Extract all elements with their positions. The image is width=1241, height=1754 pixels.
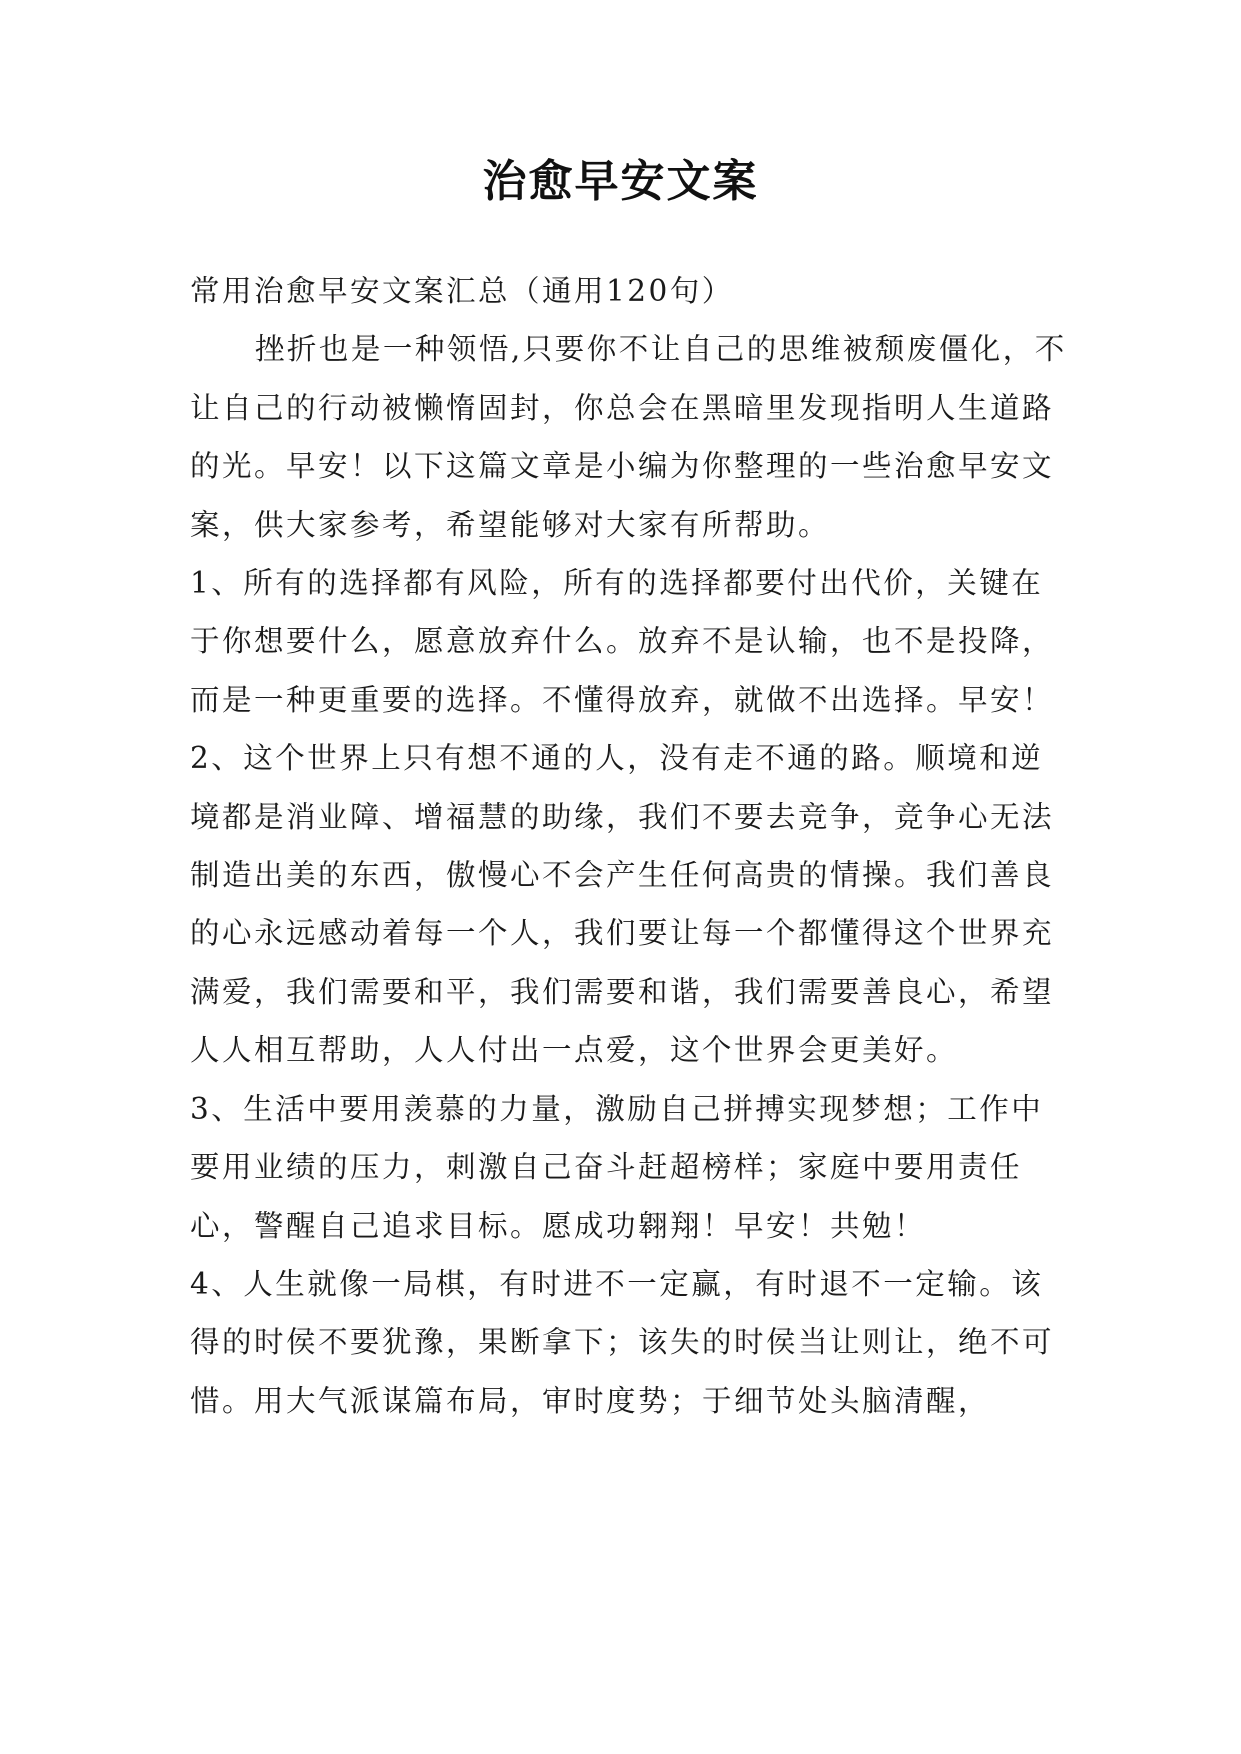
list-item-3: 3、生活中要用羡慕的力量，激励自己拼搏实现梦想；工作中要用业绩的压力，刺激自己奋斗赶超榜样；家庭中要用责任心，警醒自己追求目标。愿成功翱翔！早安！共勉！	[190, 1091, 1044, 1243]
document-title: 治愈早安文案	[482, 156, 759, 207]
intro-paragraph: 挫折也是一种领悟,只要你不让自己的思维被颓废僵化，不让自己的行动被懒惰固封，你总会在黑暗里发现指明人生道路的光。早安！以下这篇文章是小编为你整理的一些治愈早安文案，供大家参考，希望能够对大家有所帮助。	[190, 332, 1067, 542]
list-item-2: 2、这个世界上只有想不通的人，没有走不通的路。顺境和逆境都是消业障、增福慧的助缘，我们不要去竞争，竞争心无法制造出美的东西，傲慢心不会产生任何高贵的情操。我们善良的心永远感动着每一个人，我们要让每一个都懂得这个世界充满爱，我们需要和平，我们需要和谐，我们需要善良心，希望人人相互帮助，人人付出一点爱，这个世界会更美好。	[190, 741, 1055, 1068]
list-item-4: 4、人生就像一局棋，有时进不一定赢，有时退不一定输。该得的时侯不要犹豫，果断拿下；该失的时侯当让则让，绝不可惜。用大气派谋篇布局，审时度势；于细节处头脑清醒，	[190, 1266, 1055, 1418]
list-item-1: 1、所有的选择都有风险，所有的选择都要付出代价，关键在于你想要什么，愿意放弃什么。放弃不是认输，也不是投降，而是一种更重要的选择。不懂得放弃，就做不出选择。早安！	[190, 566, 1055, 717]
document-subtitle: 常用治愈早安文案汇总（通用120句）	[190, 274, 734, 308]
document-body	[190, 262, 1070, 1430]
